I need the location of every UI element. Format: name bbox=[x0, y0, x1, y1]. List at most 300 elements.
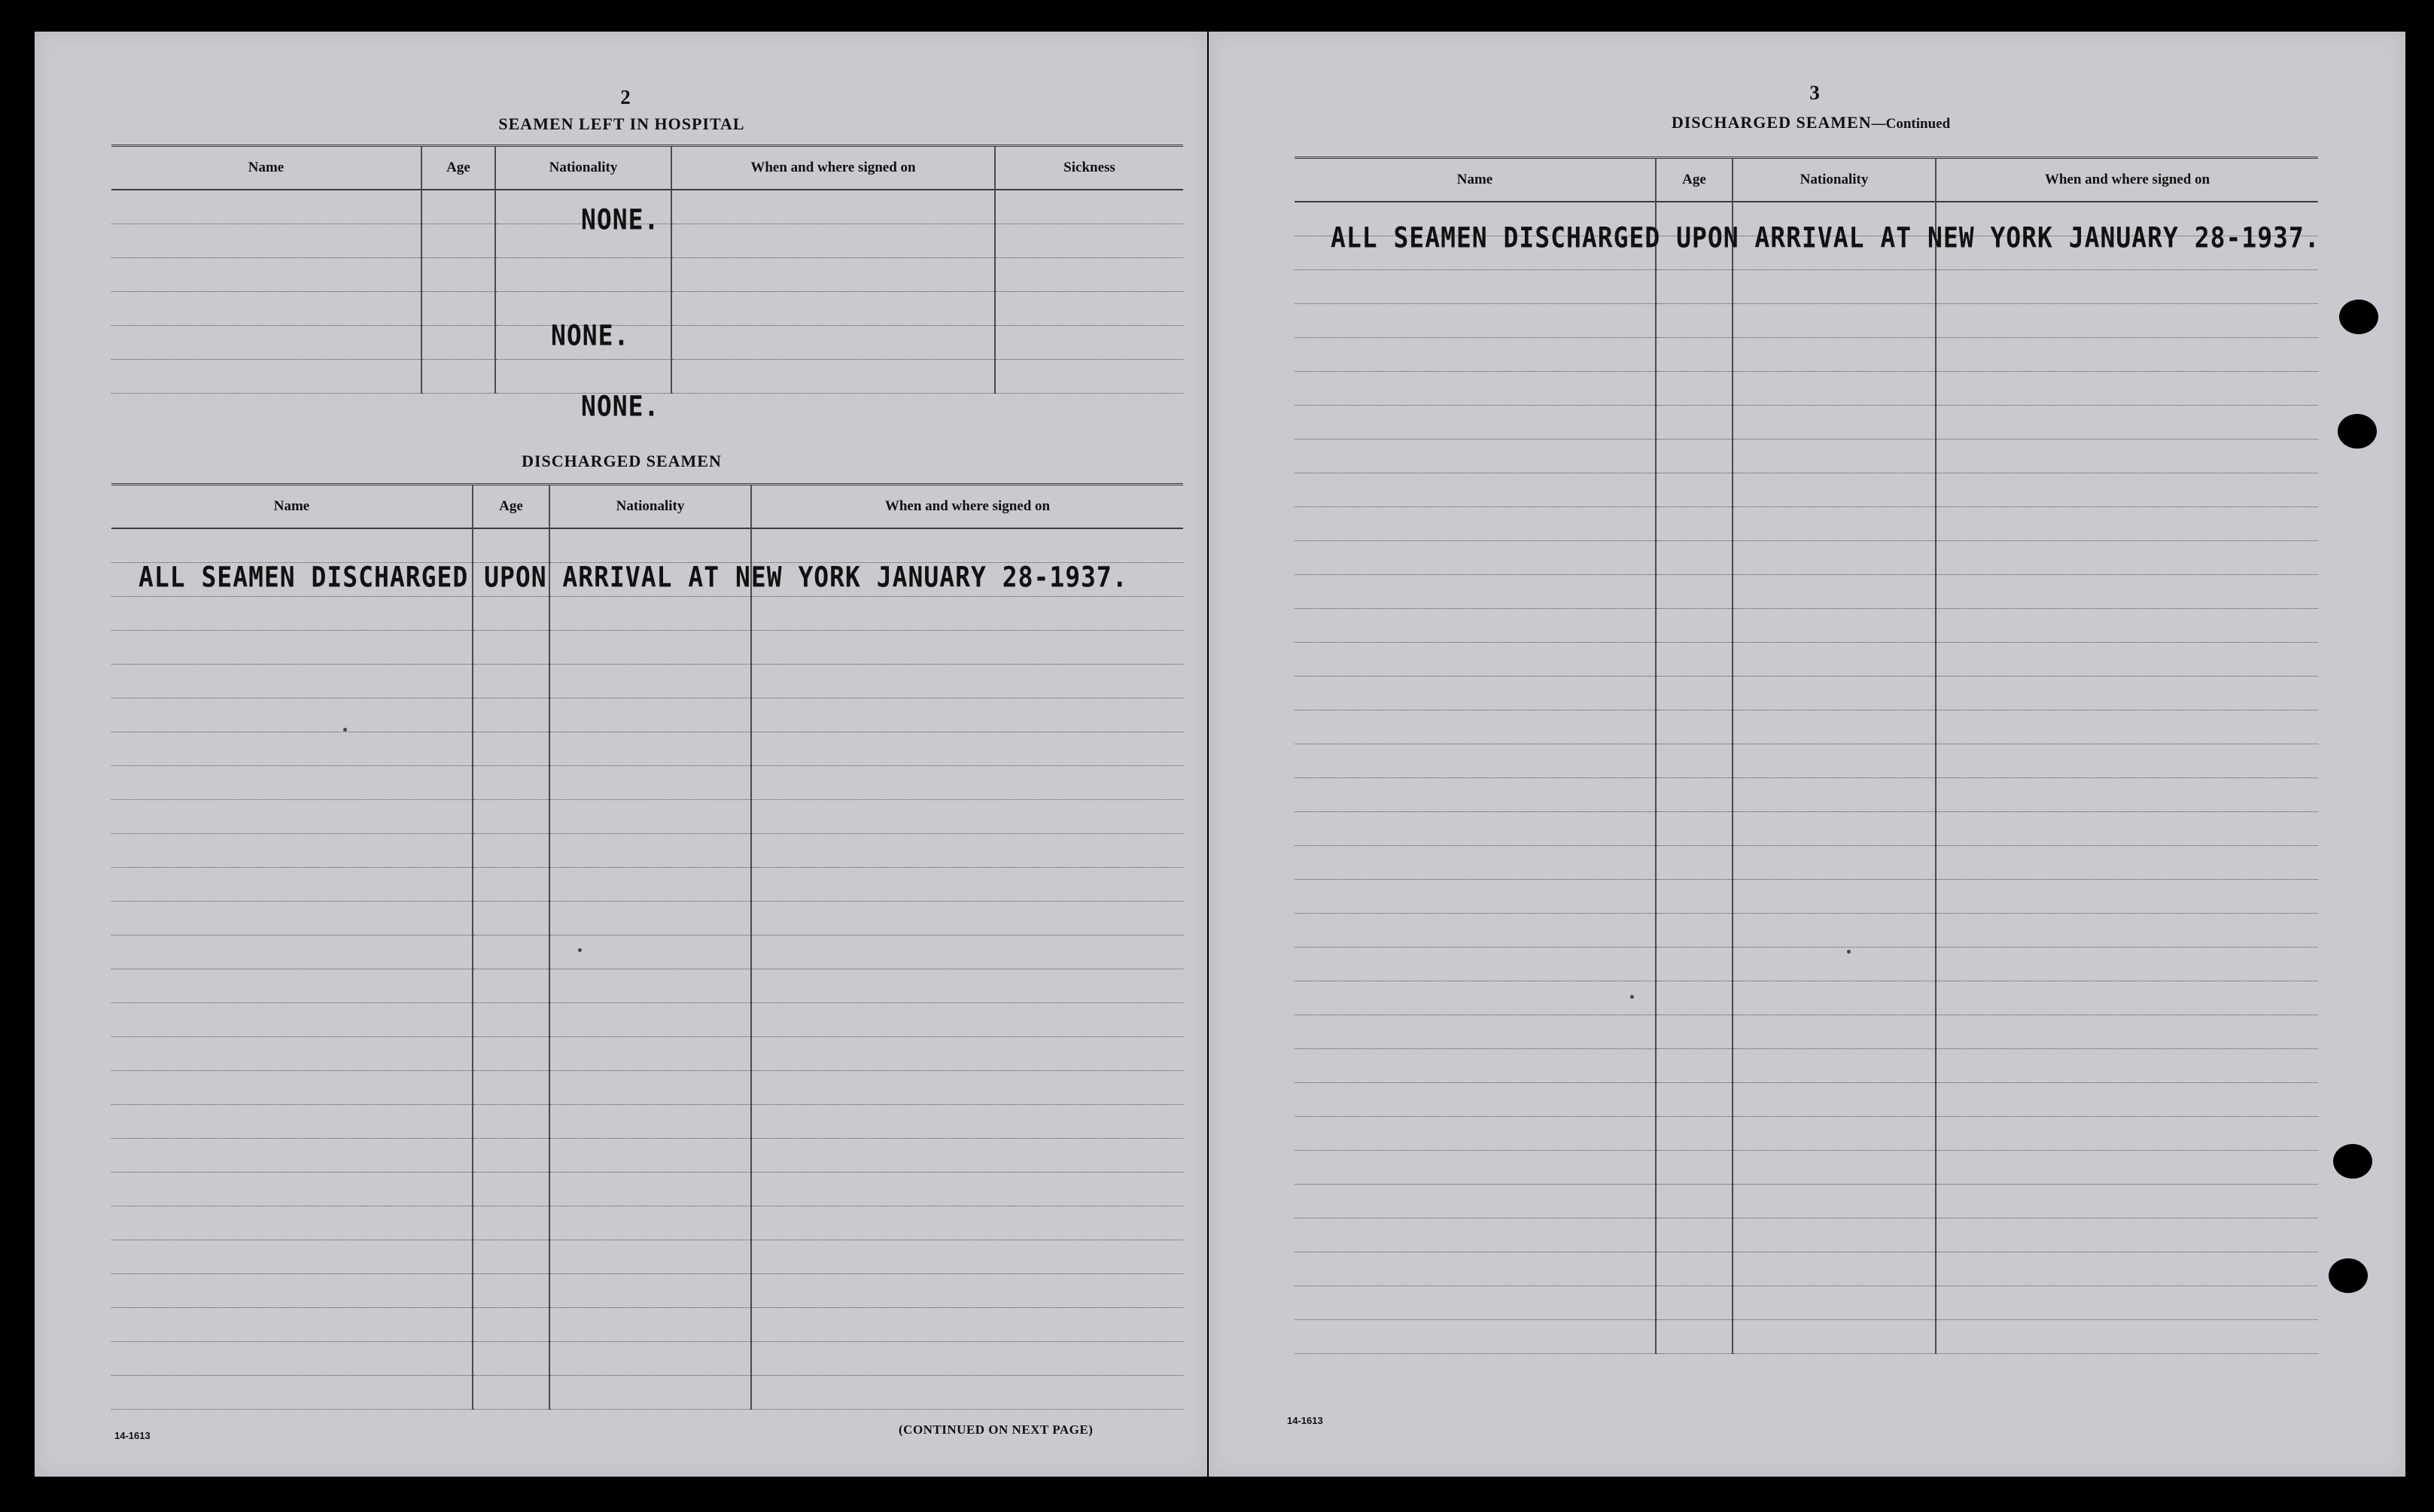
ledger-cell bbox=[751, 1206, 1183, 1240]
ledger-cell bbox=[1733, 575, 1936, 609]
ledger-cell bbox=[473, 1206, 549, 1240]
ledger-cell bbox=[473, 969, 549, 1003]
table-row bbox=[111, 1139, 1183, 1173]
table-row bbox=[111, 1206, 1183, 1240]
ledger-cell bbox=[111, 698, 473, 732]
table-row bbox=[1295, 541, 2318, 575]
ledger-cell bbox=[751, 1173, 1183, 1206]
ledger-cell bbox=[111, 902, 473, 935]
table-row bbox=[111, 732, 1183, 766]
table-row bbox=[111, 1037, 1183, 1071]
table-row bbox=[1295, 1320, 2318, 1354]
ledger-cell bbox=[1295, 440, 1656, 473]
table-row bbox=[1295, 880, 2318, 914]
ledger-cell bbox=[1936, 677, 2318, 710]
ledger-cell bbox=[1936, 914, 2318, 948]
ledger-cell bbox=[1733, 473, 1936, 507]
discharged-table bbox=[111, 483, 1183, 1410]
form-number-right: 14-1613 bbox=[1287, 1415, 1323, 1426]
hospital-entry-3: NONE. bbox=[581, 389, 660, 423]
ledger-cell bbox=[1733, 440, 1936, 473]
table-row bbox=[1295, 304, 2318, 338]
ledger-cell bbox=[995, 326, 1183, 360]
ledger-cell bbox=[1656, 812, 1733, 846]
ledger-cell bbox=[1295, 880, 1656, 914]
table-row bbox=[111, 1105, 1183, 1139]
ledger-cell bbox=[1936, 372, 2318, 406]
ledger-cell bbox=[1295, 677, 1656, 710]
ledger-cell bbox=[751, 834, 1183, 868]
ledger-cell bbox=[1733, 846, 1936, 880]
ledger-cell bbox=[473, 1274, 549, 1308]
ledger-cell bbox=[1656, 338, 1733, 372]
discharged-col-name: Name bbox=[273, 498, 310, 514]
ledger-cell bbox=[1733, 812, 1936, 846]
discharged-col-nationality: Nationality bbox=[549, 485, 751, 529]
ledger-cell bbox=[1936, 1252, 2318, 1286]
table-row bbox=[111, 935, 1183, 969]
ledger-cell bbox=[751, 1342, 1183, 1376]
ledger-cell bbox=[1295, 778, 1656, 812]
discharged-continued-title bbox=[1547, 113, 2074, 132]
ledger-cell bbox=[751, 969, 1183, 1003]
ledger-cell bbox=[1295, 270, 1656, 304]
ledger-cell bbox=[751, 1037, 1183, 1071]
table-row bbox=[111, 1274, 1183, 1308]
table-row bbox=[1295, 948, 2318, 981]
ledger-cell bbox=[111, 292, 421, 326]
table-row bbox=[1295, 677, 2318, 710]
table-row bbox=[1295, 846, 2318, 880]
ledger-cell bbox=[473, 665, 549, 698]
ledger-cell bbox=[1733, 778, 1936, 812]
ledger-cell bbox=[1656, 1151, 1733, 1185]
ledger-cell bbox=[421, 292, 495, 326]
table-row bbox=[1295, 440, 2318, 473]
ledger-cell bbox=[549, 1274, 751, 1308]
ledger-cell bbox=[751, 1071, 1183, 1105]
ledger-cell bbox=[1295, 575, 1656, 609]
table-row bbox=[111, 631, 1183, 665]
table-row bbox=[1295, 981, 2318, 1015]
ledger-cell bbox=[1295, 1015, 1656, 1049]
ledger-cell bbox=[1936, 1015, 2318, 1049]
ledger-cell bbox=[1936, 1320, 2318, 1354]
ledger-cell bbox=[1656, 710, 1733, 744]
ledger-cell bbox=[1936, 1049, 2318, 1083]
ledger-cell bbox=[1656, 744, 1733, 778]
ledger-cell bbox=[111, 1173, 473, 1206]
ledger-cell bbox=[1656, 1117, 1733, 1151]
hospital-header-row bbox=[111, 146, 1183, 190]
table-row bbox=[1295, 575, 2318, 609]
binder-hole bbox=[2338, 414, 2377, 449]
ledger-cell bbox=[421, 360, 495, 394]
table-row bbox=[1295, 1151, 2318, 1185]
ledger-cell bbox=[1733, 1151, 1936, 1185]
table-row bbox=[111, 969, 1183, 1003]
ledger-cell bbox=[1936, 609, 2318, 643]
ledger-cell bbox=[1656, 981, 1733, 1015]
ledger-cell bbox=[1733, 1117, 1936, 1151]
ledger-cell bbox=[1733, 677, 1936, 710]
table-row bbox=[111, 1376, 1183, 1410]
ledger-cell bbox=[549, 528, 751, 563]
ledger-cell bbox=[751, 1274, 1183, 1308]
ledger-cell bbox=[1656, 1185, 1733, 1218]
binder-hole bbox=[2329, 1258, 2368, 1293]
ledger-cell bbox=[1936, 541, 2318, 575]
ledger-cell bbox=[549, 597, 751, 631]
right-col-nationality: Nationality bbox=[1733, 158, 1936, 202]
table-row bbox=[111, 1342, 1183, 1376]
ledger-cell bbox=[1936, 270, 2318, 304]
ledger-cell bbox=[751, 935, 1183, 969]
ledger-cell bbox=[1733, 1218, 1936, 1252]
table-row bbox=[1295, 473, 2318, 507]
ledger-cell bbox=[1295, 507, 1656, 541]
ledger-cell bbox=[1656, 575, 1733, 609]
ledger-cell bbox=[1656, 643, 1733, 677]
table-row bbox=[111, 902, 1183, 935]
table-row bbox=[111, 1308, 1183, 1342]
binder-hole bbox=[2339, 300, 2378, 334]
ledger-cell bbox=[1656, 406, 1733, 440]
ledger-cell bbox=[111, 834, 473, 868]
ledger-cell bbox=[1936, 880, 2318, 914]
discharged-col-signed-on: When and where signed on bbox=[751, 485, 1183, 529]
ledger-cell bbox=[1656, 778, 1733, 812]
ledger-cell bbox=[549, 732, 751, 766]
ledger-cell bbox=[1733, 1015, 1936, 1049]
ledger-cell bbox=[111, 969, 473, 1003]
form-number-left: 14-1613 bbox=[114, 1430, 151, 1441]
table-row bbox=[1295, 372, 2318, 406]
ledger-cell bbox=[111, 935, 473, 969]
ledger-cell bbox=[549, 1206, 751, 1240]
table-row bbox=[1295, 1049, 2318, 1083]
ledger-cell bbox=[1656, 507, 1733, 541]
ledger-cell bbox=[1936, 1286, 2318, 1320]
ledger-cell bbox=[111, 190, 421, 224]
ledger-cell bbox=[1295, 1286, 1656, 1320]
table-row bbox=[111, 597, 1183, 631]
right-header-row bbox=[1295, 158, 2318, 202]
ledger-cell bbox=[1936, 406, 2318, 440]
ledger-cell bbox=[1295, 541, 1656, 575]
hospital-entry-2: NONE. bbox=[551, 318, 630, 352]
ink-speck bbox=[578, 948, 582, 952]
ledger-cell bbox=[1733, 270, 1936, 304]
ledger-cell bbox=[1656, 1218, 1733, 1252]
ledger-cell bbox=[1733, 914, 1936, 948]
ledger-cell bbox=[473, 528, 549, 563]
table-row bbox=[1295, 1286, 2318, 1320]
ledger-cell bbox=[671, 190, 995, 224]
ledger-cell bbox=[1656, 372, 1733, 406]
ledger-cell bbox=[473, 1308, 549, 1342]
ledger-cell bbox=[1936, 643, 2318, 677]
ledger-cell bbox=[549, 1173, 751, 1206]
ledger-cell bbox=[549, 698, 751, 732]
table-row bbox=[1295, 914, 2318, 948]
ink-speck bbox=[1847, 950, 1851, 954]
table-row bbox=[1295, 778, 2318, 812]
hospital-col-sickness: Sickness bbox=[995, 146, 1183, 190]
ledger-cell bbox=[751, 800, 1183, 834]
table-row bbox=[111, 766, 1183, 800]
ledger-cell bbox=[1936, 846, 2318, 880]
ledger-cell bbox=[1656, 880, 1733, 914]
ledger-cell bbox=[1936, 440, 2318, 473]
table-row bbox=[1295, 338, 2318, 372]
table-row bbox=[111, 834, 1183, 868]
ledger-cell bbox=[549, 1037, 751, 1071]
ledger-cell bbox=[1733, 507, 1936, 541]
ledger-cell bbox=[111, 597, 473, 631]
ledger-cell bbox=[1295, 914, 1656, 948]
ledger-cell bbox=[1295, 1252, 1656, 1286]
ledger-cell bbox=[473, 1173, 549, 1206]
ledger-cell bbox=[1656, 1286, 1733, 1320]
ledger-cell bbox=[111, 360, 421, 394]
ledger-cell bbox=[473, 902, 549, 935]
ledger-cell bbox=[111, 528, 473, 563]
ledger-cell bbox=[1936, 1117, 2318, 1151]
ledger-cell bbox=[1295, 1185, 1656, 1218]
ledger-cell bbox=[751, 698, 1183, 732]
ledger-cell bbox=[671, 360, 995, 394]
ledger-cell bbox=[995, 224, 1183, 258]
ledger-cell bbox=[1295, 1320, 1656, 1354]
ledger-cell bbox=[111, 1071, 473, 1105]
ledger-cell bbox=[1295, 846, 1656, 880]
ledger-cell bbox=[1656, 1049, 1733, 1083]
ledger-cell bbox=[111, 1003, 473, 1037]
ledger-cell bbox=[473, 1240, 549, 1274]
ledger-cell bbox=[1733, 304, 1936, 338]
ledger-cell bbox=[1295, 948, 1656, 981]
ledger-cell bbox=[111, 1206, 473, 1240]
continued-suffix: —Continued bbox=[1871, 116, 1951, 132]
table-row bbox=[1295, 270, 2318, 304]
table-row bbox=[111, 326, 1183, 360]
ledger-cell bbox=[111, 224, 421, 258]
discharged-continued-entry: ALL SEAMEN DISCHARGED UPON ARRIVAL AT NEW YORK JANUARY 28-1937. bbox=[1331, 221, 2320, 254]
ledger-cell bbox=[1295, 1083, 1656, 1117]
ledger-cell bbox=[549, 665, 751, 698]
right-col-signed-on: When and where signed on bbox=[1936, 158, 2318, 202]
table-row bbox=[1295, 1015, 2318, 1049]
ledger-cell bbox=[549, 834, 751, 868]
ledger-cell bbox=[473, 1105, 549, 1139]
ledger-cell bbox=[1733, 1083, 1936, 1117]
ledger-cell bbox=[111, 665, 473, 698]
ledger-cell bbox=[1936, 1083, 2318, 1117]
hospital-section-title: SEAMEN LEFT IN HOSPITAL bbox=[498, 114, 745, 133]
discharged-header-row bbox=[111, 485, 1183, 529]
discharged-section-title: DISCHARGED SEAMEN bbox=[522, 452, 722, 470]
ledger-cell bbox=[111, 326, 421, 360]
ledger-cell bbox=[1295, 372, 1656, 406]
ledger-cell bbox=[751, 868, 1183, 902]
ledger-cell bbox=[421, 190, 495, 224]
ledger-cell bbox=[1936, 778, 2318, 812]
ledger-cell bbox=[1733, 338, 1936, 372]
ledger-cell bbox=[549, 1071, 751, 1105]
table-row bbox=[111, 1071, 1183, 1105]
ledger-cell bbox=[473, 1376, 549, 1410]
hospital-col-nationality: Nationality bbox=[495, 146, 671, 190]
ledger-cell bbox=[549, 1376, 751, 1410]
ledger-cell bbox=[1295, 643, 1656, 677]
ledger-cell bbox=[495, 360, 671, 394]
table-row bbox=[111, 528, 1183, 563]
hospital-entry-1: NONE. bbox=[581, 202, 660, 236]
right-col-name: Name bbox=[1456, 172, 1493, 187]
left-page bbox=[35, 32, 1207, 1477]
table-row bbox=[1295, 812, 2318, 846]
continued-note: (CONTINUED ON NEXT PAGE) bbox=[899, 1422, 1094, 1437]
ledger-cell bbox=[1733, 880, 1936, 914]
ledger-cell bbox=[1656, 541, 1733, 575]
ledger-cell bbox=[1656, 1083, 1733, 1117]
ledger-cell bbox=[751, 1308, 1183, 1342]
ledger-cell bbox=[1733, 744, 1936, 778]
hospital-table bbox=[111, 145, 1183, 394]
ledger-cell bbox=[1295, 406, 1656, 440]
table-row bbox=[1295, 744, 2318, 778]
ledger-cell bbox=[751, 1240, 1183, 1274]
ledger-cell bbox=[1936, 507, 2318, 541]
ledger-cell bbox=[473, 732, 549, 766]
ledger-cell bbox=[995, 292, 1183, 326]
ledger-cell bbox=[671, 258, 995, 292]
ledger-cell bbox=[1936, 473, 2318, 507]
table-row bbox=[1295, 609, 2318, 643]
ledger-cell bbox=[995, 190, 1183, 224]
ledger-cell bbox=[1733, 541, 1936, 575]
ledger-cell bbox=[1733, 609, 1936, 643]
table-row bbox=[111, 868, 1183, 902]
ledger-cell bbox=[1733, 981, 1936, 1015]
ledger-cell bbox=[1936, 710, 2318, 744]
ledger-cell bbox=[1295, 710, 1656, 744]
table-row bbox=[111, 292, 1183, 326]
table-row bbox=[1295, 1185, 2318, 1218]
ledger-cell bbox=[1295, 981, 1656, 1015]
ledger-cell bbox=[1656, 1252, 1733, 1286]
table-row bbox=[111, 360, 1183, 394]
ledger-cell bbox=[1295, 1218, 1656, 1252]
ledger-cell bbox=[751, 732, 1183, 766]
ledger-cell bbox=[1295, 812, 1656, 846]
ledger-cell bbox=[549, 969, 751, 1003]
ledger-cell bbox=[473, 1342, 549, 1376]
right-page bbox=[1209, 32, 2405, 1477]
ledger-cell bbox=[1656, 304, 1733, 338]
ledger-cell bbox=[751, 1139, 1183, 1173]
table-row bbox=[111, 1003, 1183, 1037]
ledger-cell bbox=[473, 1037, 549, 1071]
ledger-cell bbox=[995, 258, 1183, 292]
table-row bbox=[1295, 710, 2318, 744]
ledger-cell bbox=[473, 698, 549, 732]
binder-hole bbox=[2333, 1144, 2372, 1179]
ledger-cell bbox=[421, 224, 495, 258]
ledger-cell bbox=[111, 1240, 473, 1274]
table-row bbox=[111, 800, 1183, 834]
ledger-cell bbox=[1295, 304, 1656, 338]
discharged-continued-title-main: DISCHARGED SEAMEN bbox=[1671, 113, 1872, 132]
ledger-cell bbox=[751, 766, 1183, 800]
table-row bbox=[1295, 1218, 2318, 1252]
ledger-cell bbox=[111, 258, 421, 292]
ledger-cell bbox=[1295, 1117, 1656, 1151]
ledger-cell bbox=[1295, 744, 1656, 778]
ink-speck bbox=[343, 728, 347, 732]
ledger-cell bbox=[671, 224, 995, 258]
ledger-cell bbox=[1295, 609, 1656, 643]
ledger-cell bbox=[1733, 1286, 1936, 1320]
ledger-cell bbox=[111, 732, 473, 766]
ledger-cell bbox=[1733, 372, 1936, 406]
ledger-cell bbox=[1656, 1015, 1733, 1049]
ledger-cell bbox=[421, 258, 495, 292]
ledger-cell bbox=[549, 868, 751, 902]
ledger-cell bbox=[549, 1003, 751, 1037]
ledger-cell bbox=[473, 1139, 549, 1173]
ledger-cell bbox=[1936, 744, 2318, 778]
ledger-cell bbox=[751, 597, 1183, 631]
table-row bbox=[111, 258, 1183, 292]
ledger-cell bbox=[1295, 473, 1656, 507]
table-row bbox=[111, 698, 1183, 732]
ledger-cell bbox=[1656, 846, 1733, 880]
ledger-cell bbox=[473, 834, 549, 868]
ledger-cell bbox=[751, 528, 1183, 563]
ledger-cell bbox=[1656, 440, 1733, 473]
ledger-cell bbox=[473, 766, 549, 800]
table-row bbox=[1295, 643, 2318, 677]
ledger-cell bbox=[1295, 1049, 1656, 1083]
ledger-cell bbox=[549, 1342, 751, 1376]
ledger-cell bbox=[1733, 948, 1936, 981]
ledger-cell bbox=[1656, 1320, 1733, 1354]
ledger-cell bbox=[1295, 338, 1656, 372]
ledger-cell bbox=[473, 935, 549, 969]
ledger-cell bbox=[1936, 948, 2318, 981]
ledger-cell bbox=[671, 326, 995, 360]
ledger-cell bbox=[751, 631, 1183, 665]
table-row bbox=[1295, 1252, 2318, 1286]
ledger-cell bbox=[111, 800, 473, 834]
ledger-cell bbox=[549, 902, 751, 935]
ledger-cell bbox=[1656, 270, 1733, 304]
hospital-col-signed-on: When and where signed on bbox=[671, 146, 995, 190]
ledger-cell bbox=[421, 326, 495, 360]
table-row bbox=[1295, 1083, 2318, 1117]
ledger-cell bbox=[1936, 812, 2318, 846]
ledger-cell bbox=[549, 631, 751, 665]
ledger-cell bbox=[1936, 338, 2318, 372]
hospital-col-name: Name bbox=[248, 160, 284, 175]
ledger-cell bbox=[1936, 304, 2318, 338]
ledger-cell bbox=[1656, 677, 1733, 710]
ledger-cell bbox=[1936, 575, 2318, 609]
right-col-age: Age bbox=[1656, 158, 1733, 202]
ledger-cell bbox=[111, 1037, 473, 1071]
